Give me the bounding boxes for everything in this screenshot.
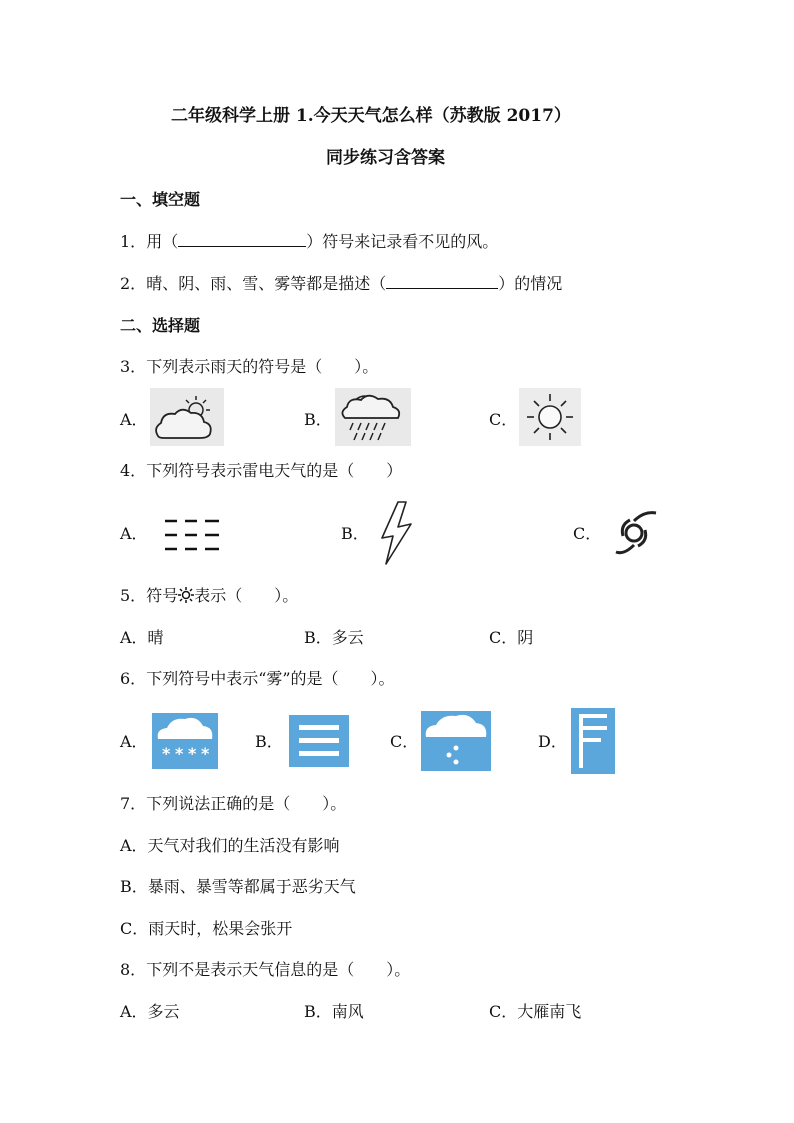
question-text: 下列说法正确的是（ ）。 bbox=[146, 794, 347, 813]
question-text: 表示（ ）。 bbox=[194, 586, 299, 605]
sun-icon[interactable] bbox=[519, 388, 581, 446]
question-text: 下列表示雨天的符号是（ ）。 bbox=[146, 357, 379, 376]
typhoon-icon[interactable] bbox=[614, 507, 658, 557]
question-text: 下列符号表示雷电天气的是（ ） bbox=[146, 461, 403, 480]
option-c[interactable]: C．大雁南飞 bbox=[489, 1002, 582, 1021]
option-b-label: B． bbox=[341, 524, 369, 543]
question-number: 8． bbox=[120, 960, 147, 979]
question-number: 2． bbox=[120, 274, 147, 293]
svg-text:*: * bbox=[201, 744, 210, 763]
document-subtitle: 同步练习含答案 bbox=[326, 148, 445, 168]
question-text: 用（ bbox=[146, 232, 179, 251]
fog-dashes-icon[interactable] bbox=[163, 518, 223, 554]
option-a-label: A． bbox=[120, 410, 148, 429]
question-text: ）符号来记录看不见的风。 bbox=[306, 232, 499, 251]
sun-icon bbox=[178, 587, 194, 603]
question-number: 1． bbox=[120, 232, 147, 251]
option-c-label: C． bbox=[390, 732, 419, 751]
question-text: ）的情况 bbox=[498, 274, 563, 293]
question-text: 下列不是表示天气信息的是（ ）。 bbox=[146, 960, 411, 979]
question-number: 3． bbox=[120, 357, 147, 376]
option-a-label: A． bbox=[120, 524, 148, 543]
option-a-label: A． bbox=[120, 732, 148, 751]
question-5 bbox=[120, 586, 298, 606]
option-a[interactable]: A．晴 bbox=[120, 628, 164, 647]
question-text: 下列符号中表示“雾”的是（ ）。 bbox=[146, 669, 395, 688]
option-b[interactable]: B．多云 bbox=[304, 628, 364, 647]
svg-text:*: * bbox=[175, 744, 184, 763]
question-7 bbox=[120, 794, 346, 814]
option-a[interactable]: A．多云 bbox=[120, 1002, 180, 1021]
question-number: 7． bbox=[120, 794, 147, 813]
option-c[interactable]: C．阴 bbox=[489, 628, 534, 647]
document-title: 二年级科学上册 1.今天天气怎么样（苏教版 2017） bbox=[171, 106, 571, 126]
option-b-label: B． bbox=[304, 410, 332, 429]
answer-blank[interactable] bbox=[178, 232, 306, 247]
option-b[interactable]: B．暴雨、暴雪等都属于恶劣天气 bbox=[120, 877, 356, 896]
snow-cloud-icon[interactable] bbox=[152, 713, 218, 769]
lightning-icon[interactable] bbox=[376, 500, 416, 566]
option-a[interactable]: A．天气对我们的生活没有影响 bbox=[120, 836, 340, 855]
section-heading-fill: 一、填空题 bbox=[120, 190, 201, 209]
fog-lines-icon[interactable] bbox=[289, 715, 349, 767]
option-c[interactable]: C．雨天时，松果会张开 bbox=[120, 919, 293, 938]
svg-text:*: * bbox=[162, 744, 171, 763]
question-1 bbox=[120, 232, 498, 252]
svg-text:*: * bbox=[188, 744, 197, 763]
section-heading-choice: 二、选择题 bbox=[120, 316, 201, 335]
question-4 bbox=[120, 461, 402, 481]
question-text: 符号 bbox=[146, 586, 179, 605]
wind-flag-icon[interactable] bbox=[571, 708, 615, 774]
partly-cloudy-icon[interactable] bbox=[150, 388, 224, 446]
question-number: 5． bbox=[120, 586, 147, 605]
question-text: 晴、阴、雨、雪、雾等都是描述（ bbox=[146, 274, 387, 293]
option-c-label: C． bbox=[489, 410, 518, 429]
hail-cloud-icon[interactable] bbox=[421, 711, 491, 771]
question-8 bbox=[120, 960, 410, 980]
question-2 bbox=[120, 274, 562, 294]
option-b[interactable]: B．南风 bbox=[304, 1002, 364, 1021]
question-number: 4． bbox=[120, 461, 147, 480]
option-c-label: C． bbox=[573, 524, 602, 543]
question-3 bbox=[120, 357, 378, 377]
question-number: 6． bbox=[120, 669, 147, 688]
answer-blank[interactable] bbox=[386, 274, 498, 289]
option-b-label: B． bbox=[255, 732, 283, 751]
option-d-label: D． bbox=[538, 732, 567, 751]
rain-cloud-icon[interactable] bbox=[335, 388, 411, 446]
question-6 bbox=[120, 669, 395, 689]
